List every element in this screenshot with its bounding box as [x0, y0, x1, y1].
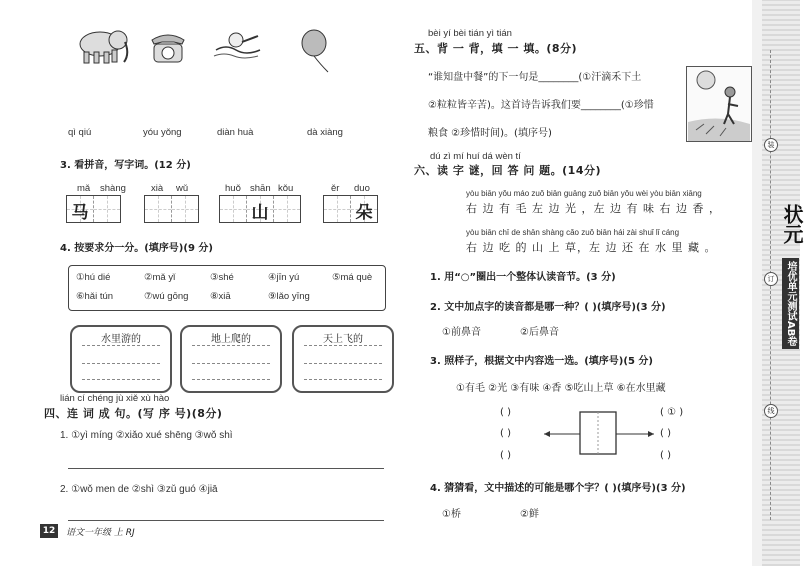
sec5-title: 五、背 一 背，填 一 填。(8分) — [414, 42, 578, 55]
q3-title: 3. 看拼音，写字词。(12 分) — [60, 160, 191, 171]
opt-haitun: ⑥hǎi tún — [76, 291, 114, 302]
riddle-line-1: 右 边 有 毛 左 边 光 ，左 边 有 味 右 边 香 ， — [466, 202, 721, 215]
q3-options: ①有毛 ②光 ③有味 ④香 ⑤吃山上草 ⑥在水里藏 — [456, 383, 666, 394]
sec4-q2: 2. ①wǒ men de ②shì ③zǔ guó ④jiā — [60, 484, 218, 495]
char-ma: 马 — [71, 203, 89, 223]
riddle-pinyin-2: yòu biān chī de shān shàng cǎo zuǒ biān hái zài shuǐ lǐ cáng — [466, 228, 680, 237]
frame-water[interactable] — [70, 325, 172, 393]
pinyin-er: ěr — [331, 183, 340, 194]
swimmer-illustration — [212, 28, 264, 64]
pinyin-qiqiu: qì qiú — [68, 127, 92, 138]
binding-mark-xian: 线 — [764, 404, 778, 418]
q3-left-blank-1[interactable]: ( ) — [500, 407, 511, 418]
frame-water-label: 水里游的 — [101, 334, 141, 345]
footer-label: 语文一年级 上 RJ — [66, 528, 135, 538]
farmer-illustration — [686, 66, 752, 142]
telephone-illustration — [148, 30, 188, 64]
frame-sky-label: 天上飞的 — [323, 334, 363, 345]
opt-jinyu: ④jīn yú — [268, 272, 300, 283]
sec5-pinyin: bèi yí bèi tián yì tián — [428, 28, 512, 39]
sec6-q1: 1. 用“○”圈出一个整体认读音节。(3 分) — [430, 272, 616, 283]
opt-xia: ⑧xiā — [210, 291, 231, 302]
sec6-q3: 3. 照样子，根据文中内容选一选。(填序号)(5 分) — [430, 356, 653, 367]
writing-grid-mashang[interactable] — [66, 195, 121, 223]
pinyin-ma: mǎ — [77, 183, 91, 194]
opt-she: ③shé — [210, 272, 234, 283]
opt-mayi: ②mǎ yǐ — [144, 272, 176, 283]
sec5-line3: 粮食 ②珍惜时间)。(填序号) — [428, 128, 552, 139]
sec4-q1: 1. ①yì míng ②xiǎo xué shēng ③wǒ shì — [60, 430, 233, 441]
sec6-pinyin: dú zì mí huí dá wèn tí — [430, 151, 521, 162]
sec6-q2: 2. 文中加点字的读音都是哪一种？( )(填序号)(3 分) — [430, 302, 666, 313]
q4-title: 4. 按要求分一分。(填序号)(9 分) — [60, 243, 213, 254]
spine-brand: 状元 — [780, 204, 804, 244]
sec5-line1: “谁知盘中餐”的下一句是________(①汗滴禾下土 — [428, 72, 642, 83]
opt-laoying: ⑨lǎo yīng — [268, 291, 310, 302]
page-number: 12 — [40, 524, 58, 538]
pinyin-kou: kǒu — [278, 183, 294, 194]
pinyin-shang: shàng — [100, 183, 126, 194]
pinyin-daxiang: dà xiàng — [307, 127, 343, 138]
pinyin-duo: duo — [354, 183, 370, 194]
q4-option-qiao[interactable]: ①桥 — [442, 509, 461, 520]
opt-wugong: ⑦wú gōng — [144, 291, 189, 302]
sec4-title: 四、连 词 成 句。(写 序 号)(8分) — [44, 407, 223, 420]
q3-left-blank-2[interactable]: ( ) — [500, 428, 511, 439]
q3-arrow-diagram — [540, 410, 658, 458]
sec4-q1-answer-line[interactable] — [68, 468, 384, 469]
riddle-pinyin-1: yòu biān yǒu máo zuǒ biān guāng zuǒ biān yǒu wèi yòu biān xiāng — [466, 189, 702, 198]
elephant-illustration — [70, 26, 130, 66]
char-shan: 山 — [251, 203, 269, 223]
q2-option-back[interactable]: ②后鼻音 — [520, 327, 559, 338]
q3-right-blank-1[interactable]: ( ① ) — [660, 407, 684, 418]
pinyin-dianhua: diàn huà — [217, 127, 254, 138]
opt-maque: ⑤má què — [332, 272, 373, 283]
q3-left-blank-3[interactable]: ( ) — [500, 450, 511, 461]
pinyin-shan: shān — [250, 183, 271, 194]
sec6-q4: 4. 猜猜看，文中描述的可能是哪个字？( )(填序号)(3 分) — [430, 483, 686, 494]
writing-grid-huoshankou[interactable] — [219, 195, 301, 223]
balloon-illustration — [298, 28, 334, 74]
sec4-q2-answer-line[interactable] — [68, 520, 384, 521]
writing-grid-erduo[interactable] — [323, 195, 378, 223]
writing-grid-xiawu[interactable] — [144, 195, 199, 223]
frame-ground-label: 地上爬的 — [211, 334, 251, 345]
sec5-line2: ②粒粒皆辛苦)。这首诗告诉我们要________(①珍惜 — [428, 100, 654, 111]
pinyin-xia: xià — [151, 183, 164, 194]
q4-option-xian[interactable]: ②鲜 — [520, 509, 539, 520]
sec6-title: 六、读 字 谜，回 答 问 题。(14分) — [414, 164, 602, 177]
q3-right-blank-2[interactable]: ( ) — [660, 428, 671, 439]
char-duo: 朵 — [355, 203, 373, 223]
frame-sky[interactable] — [292, 325, 394, 393]
q2-option-front[interactable]: ①前鼻音 — [442, 327, 481, 338]
riddle-line-2: 右 边 吃 的 山 上 草，左 边 还 在 水 里 藏 。 — [466, 241, 717, 254]
binding-mark-ding: 订 — [764, 272, 778, 286]
binding-mark-zhuang: 装 — [764, 138, 778, 152]
pinyin-huo: huǒ — [225, 183, 241, 194]
q3-right-blank-3[interactable]: ( ) — [660, 450, 671, 461]
pinyin-wu: wǔ — [176, 183, 189, 194]
frame-ground[interactable] — [180, 325, 282, 393]
opt-hudie: ①hú dié — [76, 272, 111, 283]
sec4-pinyin: lián cí chéng jù xiě xù hào — [60, 393, 170, 404]
pinyin-youyong: yóu yǒng — [143, 127, 182, 138]
spine-subtitle: 培优单元测试AB卷 — [782, 258, 799, 349]
